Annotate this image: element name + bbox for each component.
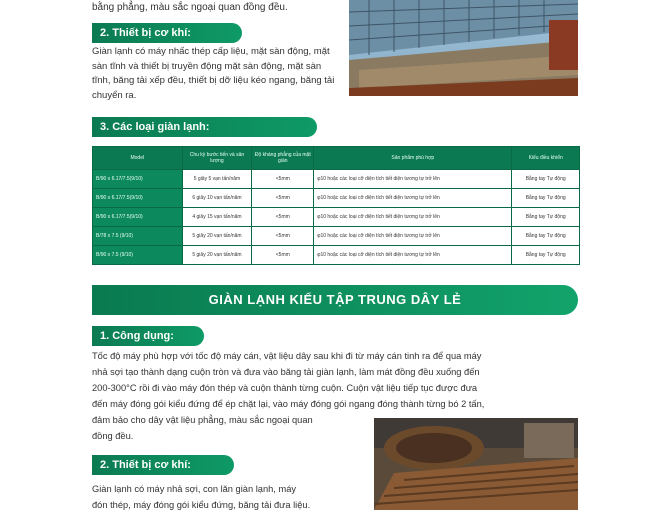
equipment-description: Giàn lạnh có máy nhấc thép cấp liệu, mặt sàn động, mặt sàn tĩnh và thiết bị truyền động mặt sàn động, mặt sàn tĩnh, băng tải xếp đều, thiết bị dỡ liệu kéo ngang, băng tải chuyển ra. [92, 46, 335, 101]
cell-cycle: 5 giây 5 vạn tấn/năm [182, 170, 252, 189]
table-row [93, 208, 580, 227]
usage-line-1: Tốc độ máy phù hợp với tốc độ máy cán, vật liệu dây sau khi đi từ máy cán tinh ra để qua máy [92, 351, 482, 361]
cooling-bed-photo [349, 0, 578, 96]
cell-cycle: 5 giây 20 vạn tấn/năm [182, 246, 252, 265]
cell-model: B/90 x 6.17/7.5(9/10) [93, 208, 183, 227]
cell-flatness: <5mm [252, 208, 314, 227]
col-header-model: Model [93, 147, 183, 170]
cell-flatness: <5mm [252, 170, 314, 189]
usage-line-5: đảm bảo cho dây vật liệu phẳng, màu sắc ngoại quan [92, 415, 313, 425]
equip2-line-2: đón thép, máy đóng gói kiểu đứng, băng tải đưa liệu. [92, 500, 311, 510]
usage-line-6: đồng đều. [92, 431, 134, 441]
col-header-cycle: Chu kỳ bước tiến và sản lượng [182, 147, 252, 170]
cell-control: Bằng tay Tự động [512, 189, 580, 208]
section-banner-title: GIÀN LẠNH KIỂU TẬP TRUNG DÂY LẺ [92, 285, 578, 315]
heading-mechanical-equipment-2: 2. Thiết bị cơ khí: [92, 455, 234, 475]
wire-rod-conveyor-photo [374, 418, 578, 510]
cell-cycle: 5 giây 20 vạn tấn/năm [182, 227, 252, 246]
cell-model: B/90 x 6.17/7.5(9/10) [93, 170, 183, 189]
table-row [93, 227, 580, 246]
heading-usage: 1. Công dụng: [92, 326, 204, 346]
cell-product: φ10 hoặc các loại cỡ diện tích tiết diện tương tự trở lên [314, 170, 512, 189]
cell-product: φ10 hoặc các loại cỡ diện tích tiết diện tương tự trở lên [314, 189, 512, 208]
cell-cycle: 6 giây 10 vạn tấn/năm [182, 189, 252, 208]
cell-product: φ10 hoặc các loại cỡ diện tích tiết diện tương tự trở lên [314, 246, 512, 265]
cell-control: Bằng tay Tự động [512, 170, 580, 189]
heading-cooling-bed-types: 3. Các loại giàn lạnh: [92, 117, 317, 137]
cell-control: Bằng tay Tự động [512, 227, 580, 246]
cell-model: B/90 x 6.17/7.5(9/10) [93, 189, 183, 208]
table-header-row [93, 147, 580, 170]
cell-control: Bằng tay Tự động [512, 208, 580, 227]
col-header-flatness: Độ kháng phẳng của mặt giàn [252, 147, 314, 170]
cell-flatness: <5mm [252, 227, 314, 246]
usage-line-3: 200-300°C rồi đi vào máy đón thép và cuộn thành từng cuộn. Cuộn vật liệu tiếp tục được đưa [92, 383, 478, 393]
cell-model: B/90 x 7.5 (9/10) [93, 246, 183, 265]
cell-control: Bằng tay Tự động [512, 246, 580, 265]
table-row [93, 170, 580, 189]
intro-tail-text: bằng phẳng, màu sắc ngoại quan đồng đều. [92, 2, 288, 13]
table-row [93, 246, 580, 265]
table-row [93, 189, 580, 208]
cell-cycle: 4 giây 15 vạn tấn/năm [182, 208, 252, 227]
cooling-bed-spec-table [92, 146, 580, 265]
cell-flatness: <5mm [252, 246, 314, 265]
cell-product: φ10 hoặc các loại cỡ diện tích tiết diện tương tự trở lên [314, 227, 512, 246]
equip2-line-1: Giàn lạnh có máy nhả sợi, con lăn giàn lạnh, máy [92, 484, 297, 494]
usage-line-4: đến máy đóng gói kiểu đứng để ép chặt lại, vào máy đóng gói ngang đóng thành từng bó 2 tấn, [92, 399, 485, 409]
cell-product: φ10 hoặc các loại cỡ diện tích tiết diện tương tự trở lên [314, 208, 512, 227]
cell-model: B/78 x 7.5 (9/10) [93, 227, 183, 246]
heading-mechanical-equipment: 2. Thiết bị cơ khí: [92, 23, 242, 43]
col-header-control: Kiểu điều khiển [512, 147, 580, 170]
cell-flatness: <5mm [252, 189, 314, 208]
usage-line-2: nhả sợi tạo thành dạng cuộn tròn và đưa vào băng tải giàn lạnh, làm mát đồng đều xuống đến [92, 367, 480, 377]
col-header-product: Sản phẩm phù hợp [314, 147, 512, 170]
